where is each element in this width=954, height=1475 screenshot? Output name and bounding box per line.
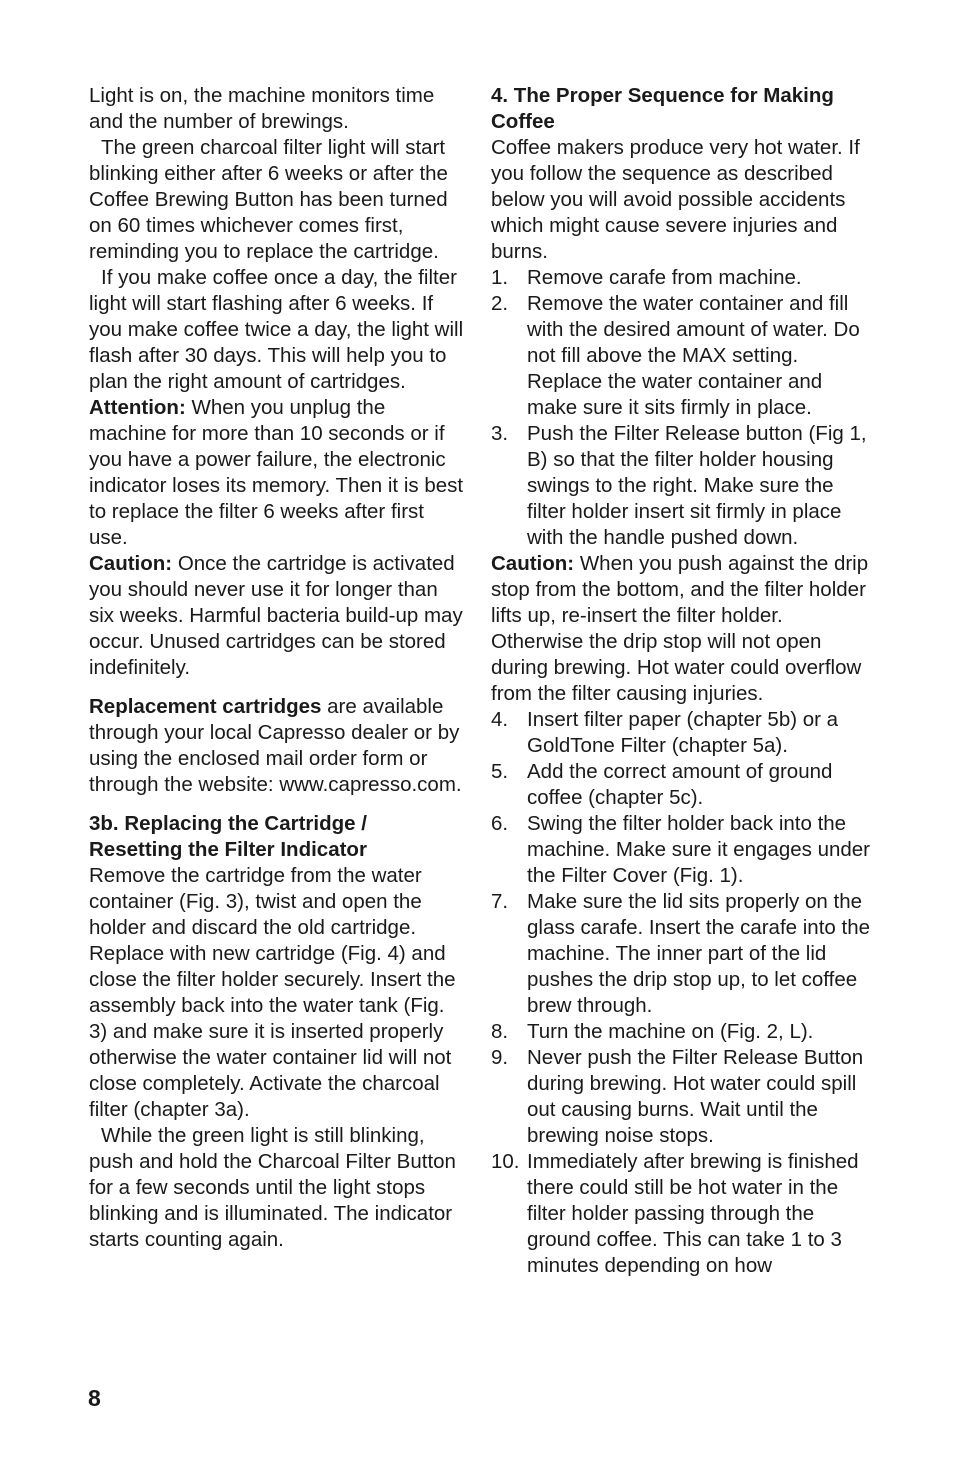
caution-note (89, 551, 464, 681)
step-text: Immediately after brewing is finished there could still be hot water in the filter holder passing through the ground coffee. This can take 1 to 3 minutes depending on how (527, 1150, 859, 1277)
list-item (491, 421, 871, 551)
section-4-heading: 4. The Proper Sequence for Making Coffee (491, 84, 834, 133)
step-number: 7. (491, 890, 509, 913)
list-item (491, 1149, 871, 1279)
step-text: Remove carafe from machine. (527, 266, 802, 289)
step-number: 1. (491, 266, 509, 289)
steps-list-b (491, 707, 871, 1279)
step-number: 8. (491, 1020, 509, 1043)
attention-note (89, 395, 464, 551)
attention-text: When you unplug the machine for more than 10 seconds or if you have a power failure, the electronic indicator loses its memory. Then it is best to replace the filter 6 weeks after first use. (89, 396, 464, 549)
attention-label: Attention: (89, 396, 186, 419)
list-item (491, 811, 871, 889)
list-item (491, 291, 871, 421)
paragraph-filter-blinking: The green charcoal filter light will start blinking either after 6 weeks or after the Coffee Brewing Button has been turned on 60 times whichever comes first, reminding you to replace the cartridge. (89, 136, 448, 263)
step-text: Never push the Filter Release Button during brewing. Hot water could spill out causing burns. Wait until the brewing noise stops. (527, 1046, 864, 1147)
list-item (491, 759, 871, 811)
step-number: 4. (491, 708, 509, 731)
list-item (491, 707, 871, 759)
list-item (491, 265, 871, 291)
step-number: 9. (491, 1046, 509, 1069)
replacement-label: Replacement cartridges (89, 695, 322, 718)
step-text: Remove the water container and fill with the desired amount of water. Do not fill above the MAX setting. Replace the water container and make sure it sits firmly in place. (527, 292, 860, 419)
caution-note-sequence (491, 551, 871, 707)
paragraph-flashing-schedule: If you make coffee once a day, the filter light will start flashing after 6 weeks. If you make coffee twice a day, the light will flash after 30 days. This will help you to plan the right amount of cartridges. (89, 266, 464, 393)
step-number: 5. (491, 760, 509, 783)
step-number: 2. (491, 292, 509, 315)
replacement-note (89, 694, 464, 798)
step-number: 3. (491, 422, 509, 445)
caution-label: Caution: (491, 552, 575, 575)
steps-list-a (491, 265, 871, 551)
caution-text: Once the cartridge is activated you should never use it for longer than six weeks. Harmful bacteria build-up may occur. Unused cartridges can be stored indefinitely. (89, 552, 463, 679)
page-number: 8 (88, 1385, 101, 1411)
paragraph-replace-cartridge: Remove the cartridge from the water container (Fig. 3), twist and open the holder and discard the old cartridge. Replace with new cartridge (Fig. 4) and close the filter holder securely. Insert the assembly back into the water tank (Fig. 3) and make sure it is inserted properly otherwise the water container lid will not close completely. Activate the charcoal filter (chapter 3a). (89, 864, 456, 1121)
right-column (491, 83, 871, 1279)
paragraph-reset-indicator: While the green light is still blinking, push and hold the Charcoal Filter Button for a few seconds until the light stops blinking and is illuminated. The indicator starts counting again. (89, 1124, 456, 1251)
step-text: Swing the filter holder back into the machine. Make sure it engages under the Filter Cover (Fig. 1). (527, 812, 871, 887)
step-text: Push the Filter Release button (Fig 1, B) so that the filter holder housing swings to the right. Make sure the filter holder insert sit firmly in place with the handle pushed down. (527, 422, 867, 549)
step-text: Insert filter paper (chapter 5b) or a GoldTone Filter (chapter 5a). (527, 708, 839, 757)
list-item (491, 889, 871, 1019)
caution-label: Caution: (89, 552, 173, 575)
list-item (491, 1045, 871, 1149)
paragraph-sequence-intro: Coffee makers produce very hot water. If you follow the sequence as described below you will avoid possible accidents which might cause severe injuries and burns. (491, 136, 860, 263)
step-text: Make sure the lid sits properly on the glass carafe. Insert the carafe into the machine. The inner part of the lid pushes the drip stop up, to let coffee brew through. (527, 890, 870, 1017)
section-3b-heading: 3b. Replacing the Cartridge / Resetting the Filter Indicator (89, 812, 367, 861)
replacement-text: are available through your local Capresso dealer or by using the enclosed mail order form or through the website: www.capresso.com. (89, 695, 462, 796)
step-number: 6. (491, 812, 509, 835)
step-text: Turn the machine on (Fig. 2, L). (527, 1020, 814, 1043)
paragraph-light-monitor: Light is on, the machine monitors time and the number of brewings. (89, 84, 435, 133)
step-number: 10. (491, 1150, 520, 1173)
caution-text: When you push against the drip stop from the bottom, and the filter holder lifts up, re-insert the filter holder. Otherwise the drip stop will not open during brewing. Hot water could overflow from the filter causing injuries. (491, 552, 869, 705)
left-column (89, 83, 464, 1253)
step-text: Add the correct amount of ground coffee (chapter 5c). (527, 760, 833, 809)
list-item (491, 1019, 871, 1045)
